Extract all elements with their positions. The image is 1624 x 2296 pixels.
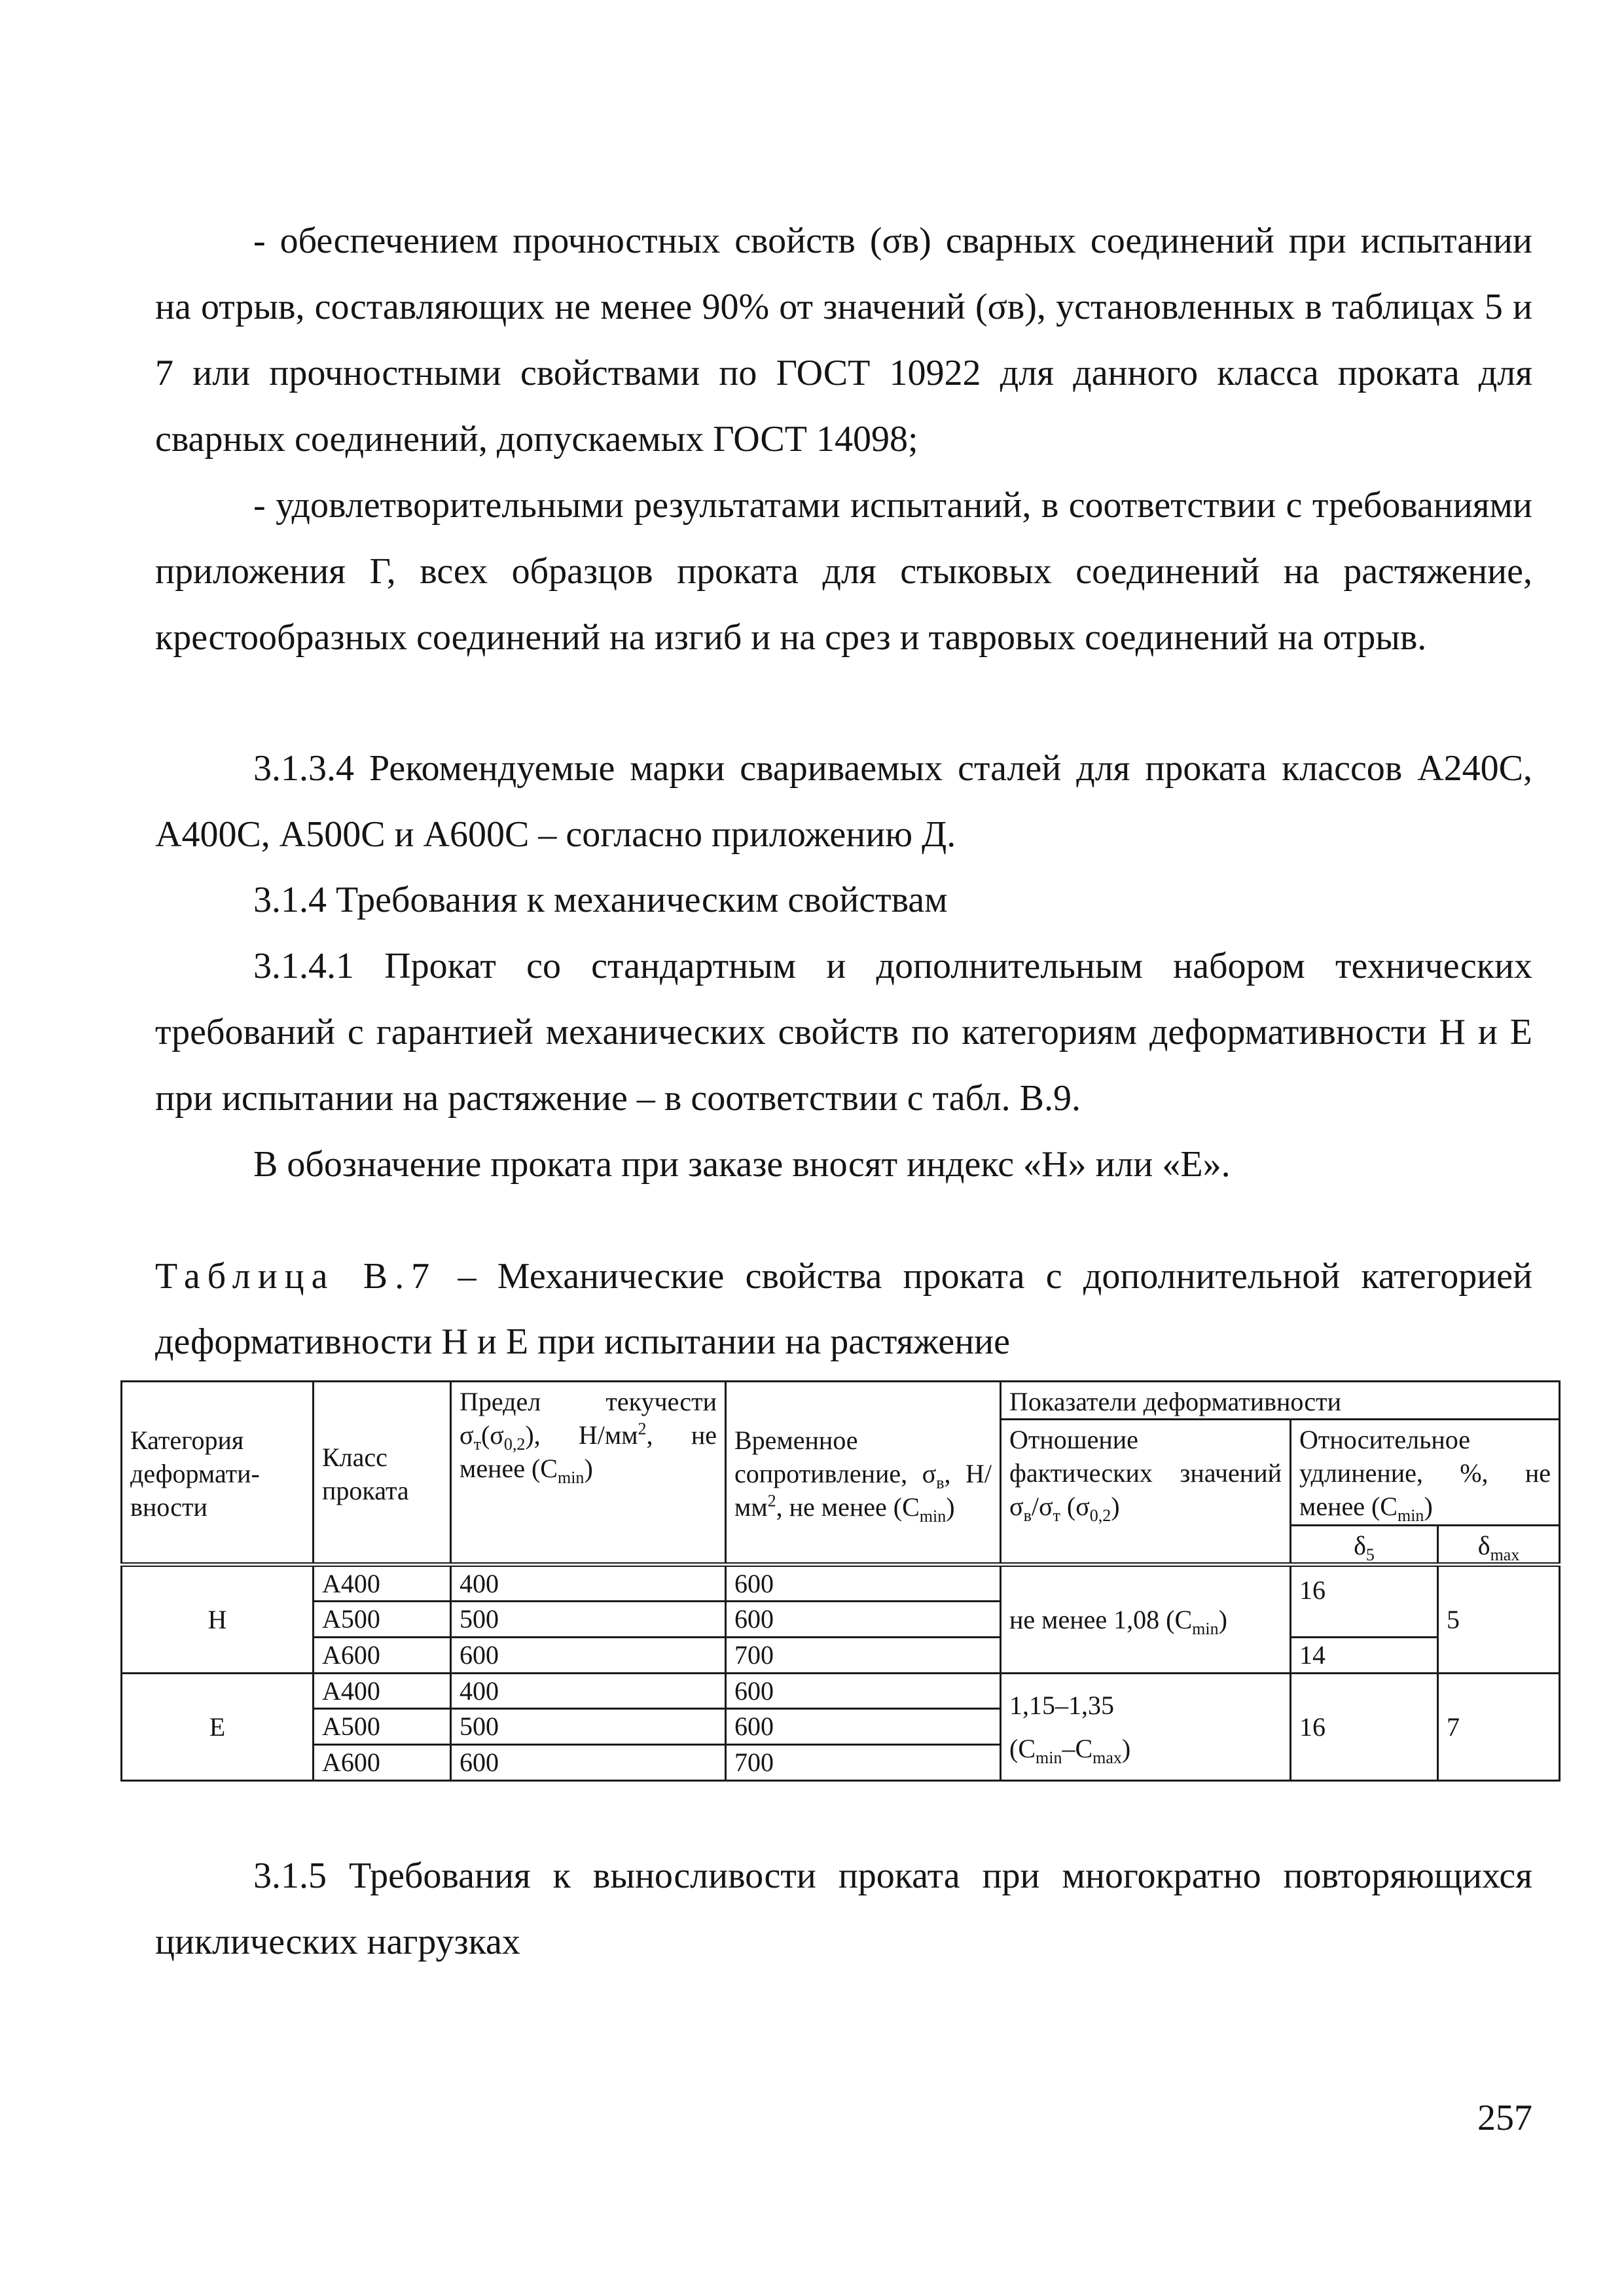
ratio-e: 1,15–1,35 $(C_{min}-C_{max})$ [1001, 1674, 1291, 1781]
class-cell: А400 [314, 1674, 451, 1709]
class-cell: А400 [314, 1565, 451, 1602]
class-cell: А500 [314, 1709, 451, 1745]
header-class: Класс проката [314, 1382, 451, 1565]
tensile-cell: 700 [726, 1638, 1001, 1674]
paragraph-3-1-4-1: 3.1.4.1 Прокат со стандартным и дополнительным набором технических требований с гарантией механических свойств по категориям деформативности Н и Е при испытании на растяжение – в соответствии с табл. В.9. [155, 946, 1532, 1119]
yield-cell: 500 [451, 1709, 726, 1745]
category-e: Е [122, 1674, 314, 1781]
heading-3-1-4: 3.1.4 Требования к механическим свойствам [253, 880, 948, 920]
paragraph-test-results: - удовлетворительными результатами испытаний, в соответствии с требованиями приложения Г, всех образцов проката для стыковых соединений на растяжение, крестообразных соединений на изгиб и на срез и тавровых соединений на отрыв. [155, 485, 1532, 658]
tensile-cell: 600 [726, 1709, 1001, 1745]
yield-cell: 500 [451, 1602, 726, 1638]
header-elongation: Относительное удлинение, %, не менее $(C_{min})$ [1291, 1420, 1560, 1526]
delta5-h-top: 16 [1291, 1565, 1438, 1638]
heading-3-1-5: 3.1.5 Требования к выносливости проката при многократно повторяющихся циклических нагрузках [155, 1856, 1532, 1962]
class-cell: А600 [314, 1745, 451, 1781]
deltamax-h: 5 [1438, 1565, 1560, 1674]
header-yield-strength: Предел текучести $\sigma_т(\sigma_{0,2})$, $Н/мм^2$, не менее $(C_{min})$ [451, 1382, 726, 1565]
class-cell: А500 [314, 1602, 451, 1638]
category-h: Н [122, 1565, 314, 1674]
table-row [122, 1674, 1560, 1709]
class-cell: А600 [314, 1638, 451, 1674]
delta5-h-bottom: 14 [1291, 1638, 1438, 1674]
mechanical-properties-table [120, 1380, 1561, 1782]
deltamax-e: 7 [1438, 1674, 1560, 1781]
header-delta-max: $\delta_{max}$ [1438, 1526, 1560, 1565]
page-number: 257 [1477, 2098, 1532, 2138]
header-category: Категория деформати-вности [122, 1382, 314, 1565]
yield-cell: 400 [451, 1674, 726, 1709]
paragraph-strength-welds: - обеспечением прочностных свойств (σв) сварных соединений при испытании на отрыв, составляющих не менее 90% от значений (σв), установленных в таблицах 5 и 7 или прочностными свойствами по ГОСТ 10922 для данного класса проката для сварных соединений, допускаемых ГОСТ 14098; [155, 221, 1532, 459]
tensile-cell: 600 [726, 1674, 1001, 1709]
table-caption-label: Таблица В.7 [155, 1256, 437, 1297]
yield-cell: 400 [451, 1565, 726, 1602]
yield-cell: 600 [451, 1638, 726, 1674]
tensile-cell: 600 [726, 1602, 1001, 1638]
ratio-h: не менее 1,08 $(C_{min})$ [1001, 1565, 1291, 1674]
header-delta-5: $\delta_5$ [1291, 1526, 1438, 1565]
tensile-cell: 700 [726, 1745, 1001, 1781]
paragraph-order-index: В обозначение проката при заказе вносят индекс «Н» или «Е». [253, 1144, 1231, 1185]
table-row [122, 1565, 1560, 1602]
tensile-cell: 600 [726, 1565, 1001, 1602]
header-tensile-strength: Временное сопротивление, $\sigma_в$, $Н/мм^2$, не менее $(C_{min})$ [726, 1382, 1001, 1565]
paragraph-3-1-3-4: 3.1.3.4 Рекомендуемые марки свариваемых сталей для проката классов А240С, А400С, А500С и А600С – согласно приложению Д. [155, 748, 1532, 855]
delta5-e: 16 [1291, 1674, 1438, 1781]
yield-cell: 600 [451, 1745, 726, 1781]
header-ratio: Отношение фактических значений $\sigma_в/\sigma_т$ $(\sigma_{0,2})$ [1001, 1420, 1291, 1565]
header-deformability-group: Показатели деформативности [1001, 1382, 1560, 1420]
table-caption [155, 1244, 1532, 1374]
table-row [122, 1638, 1560, 1674]
table-caption-text: – Механические свойства проката с дополнительной категорией деформативности Н и Е при испытании на растяжение [155, 1256, 1533, 1362]
